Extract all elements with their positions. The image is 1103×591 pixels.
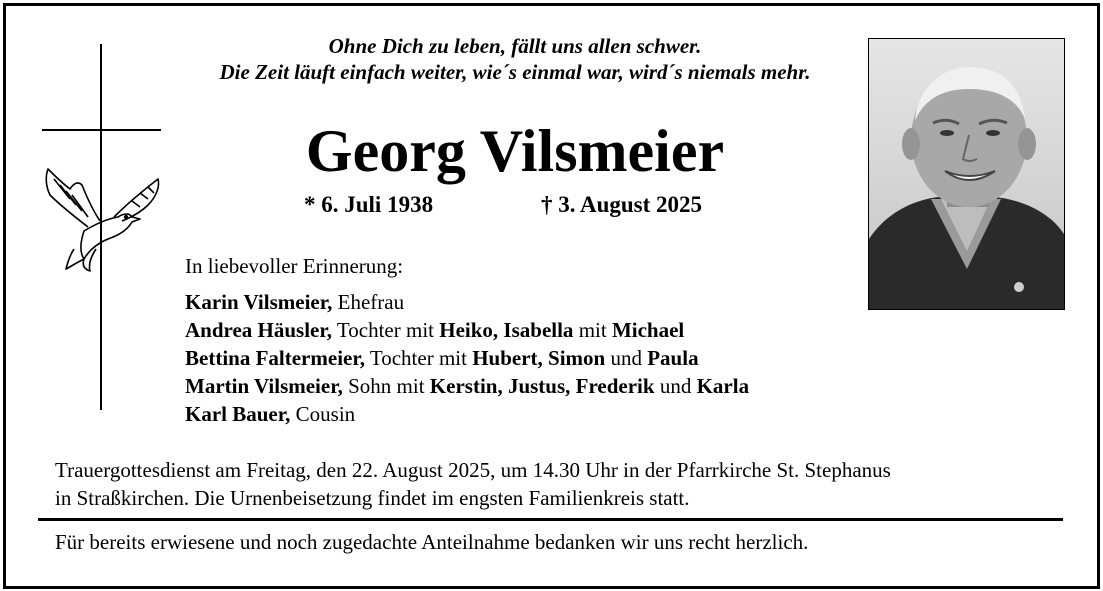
mourner-name: Karl Bauer,	[185, 402, 291, 426]
mourner-line	[185, 288, 404, 316]
portrait-photo	[868, 38, 1065, 310]
mourner-name: Bettina Faltermeier,	[185, 346, 365, 370]
mourner-relation: Ehefrau	[332, 290, 405, 314]
mourner-name: Karin Vilsmeier,	[185, 290, 333, 314]
mourner-line	[185, 316, 684, 344]
mourner-children: Hubert, Simon	[472, 346, 606, 370]
divider-line	[38, 518, 1063, 521]
motto-line-2: Die Zeit läuft einfach weiter, wie´s einmal war, wird´s niemals mehr.	[219, 60, 811, 84]
thanks-text: Für bereits erwiesene und noch zugedachte Anteilnahme bedanken wir uns recht herzlich.	[55, 530, 809, 554]
mourner-line	[185, 344, 699, 372]
mourner-line	[185, 400, 355, 428]
mourner-connector: und	[654, 374, 697, 398]
mourner-grandchild: Karla	[696, 374, 750, 398]
mourner-name: Andrea Häusler,	[185, 318, 333, 342]
mourner-line	[185, 372, 749, 400]
mourner-connector: mit	[573, 318, 612, 342]
intro-text: In liebevoller Erinnerung:	[185, 254, 404, 278]
mourner-relation: Sohn mit	[342, 374, 430, 398]
mourner-relation: Tochter mit	[365, 346, 473, 370]
mourner-grandchild: Paula	[647, 346, 699, 370]
mourner-children: Kerstin, Justus, Frederik	[429, 374, 655, 398]
service-line-1: Trauergottesdienst am Freitag, den 22. August 2025, um 14.30 Uhr in der Pfarrkirche St. Stephanus	[55, 458, 891, 482]
dove-icon	[40, 165, 165, 273]
mourner-relation: Cousin	[290, 402, 356, 426]
mourner-relation: Tochter mit	[332, 318, 440, 342]
motto-line-1: Ohne Dich zu leben, fällt uns allen schwer.	[328, 34, 702, 58]
service-line-2: in Straßkirchen. Die Urnenbeisetzung findet im engsten Familienkreis statt.	[55, 486, 690, 510]
death-date: † 3. August 2025	[541, 192, 703, 217]
portrait-icon	[869, 39, 1064, 309]
mourner-children: Heiko, Isabella	[439, 318, 574, 342]
mourner-connector: und	[605, 346, 648, 370]
deceased-name: Georg Vilsmeier	[305, 118, 725, 184]
birth-date: * 6. Juli 1938	[304, 192, 434, 217]
mourner-grandchild: Michael	[611, 318, 685, 342]
mourner-name: Martin Vilsmeier,	[185, 374, 343, 398]
